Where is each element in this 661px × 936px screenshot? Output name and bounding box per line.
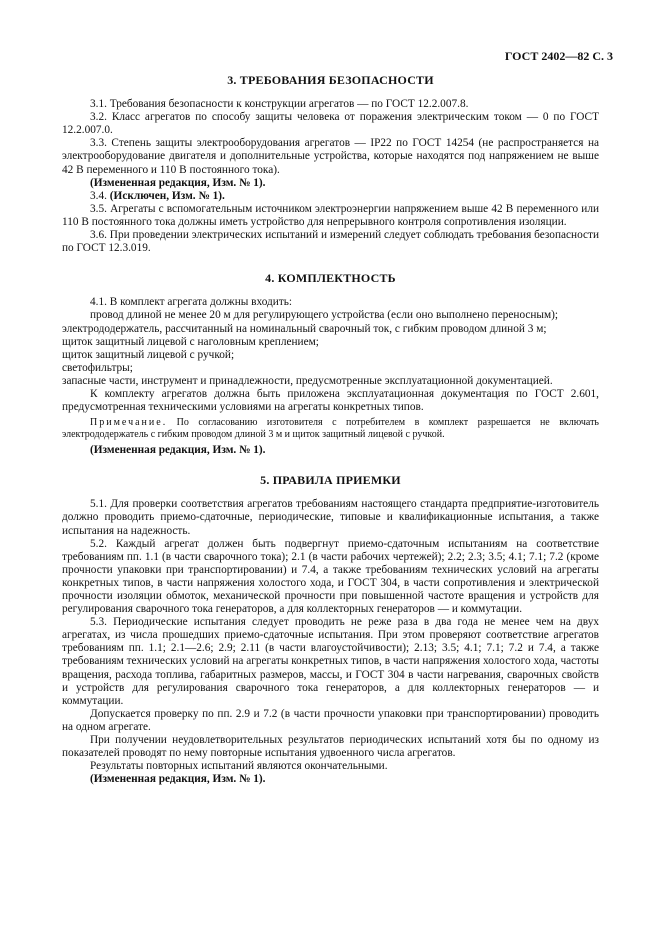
kit-item: провод длиной не менее 20 м для регулирующего устройства (если оно выполнено переносным); bbox=[90, 309, 559, 322]
clause-3-2: 3.2. Класс агрегатов по способу защиты человека от поражения электрическим током — 0 по ГОСТ 12.2.007.0. bbox=[62, 111, 599, 137]
kit-item: электрододержатель, рассчитанный на номинальный сварочный ток, с гибким проводом длиной 3 м; bbox=[62, 322, 547, 335]
clause-5-3-final: Результаты повторных испытаний являются окончательными. bbox=[90, 760, 388, 773]
clause-3-4-excluded: (Исключен, Изм. № 1). bbox=[109, 189, 225, 202]
section-4-title: 4. КОМПЛЕКТНОСТЬ bbox=[265, 271, 396, 286]
section-3-title: 3. ТРЕБОВАНИЯ БЕЗОПАСНОСТИ bbox=[227, 73, 434, 87]
amendment-note: (Измененная редакция, Изм. № 1). bbox=[90, 773, 266, 786]
amendment-note: (Измененная редакция, Изм. № 1). bbox=[90, 176, 266, 189]
clause-3-1: 3.1. Требования безопасности к конструкции агрегатов — по ГОСТ 12.2.007.8. bbox=[90, 98, 469, 111]
kit-item: светофильтры; bbox=[62, 361, 133, 374]
clause-4-1: 4.1. В комплект агрегата должны входить: bbox=[90, 296, 293, 309]
note-text: По согласованию изготовителя с потребителем в комплект разрешается не включать электрододержатель с гибким проводом длиной 3 м и щиток защитный лицевой с ручкой. bbox=[62, 417, 599, 441]
section-5-title: 5. ПРАВИЛА ПРИЕМКИ bbox=[260, 473, 401, 488]
clause-3-4-number: 3.4. bbox=[90, 189, 107, 202]
clause-5-2: 5.2. Каждый агрегат должен быть подвергнут приемо-сдаточным испытаниям на соответствие требованиям пп. 1.1 (в части сварочного тока); 2.1 (в части рабочих чертежей); 2.2; 2.3; 3.5; 4.1; 7.1; 7.2 (кроме прочности упаковки при транспортировании) и 7.4, а также требованиям технических условий на агрегаты конкретных типов, в части напряжения холостого хода, и ГОСТ 304, в части сопротивления и электрической прочности изоляции обмоток, механической прочности при повышенной частоте вращения и устройств для регулирования сварочного тока генераторов, а для коллекторных генераторов — и коммутации. bbox=[62, 537, 599, 616]
clause-5-3-allowance: Допускается проверку по пп. 2.9 и 7.2 (в части прочности упаковки при транспортировании) проводить на одном агрегате. bbox=[62, 707, 599, 733]
clause-5-3: 5.3. Периодические испытания следует проводить не реже раза в два года не менее чем на двух агрегатах, из числа прошедших приемо-сдаточные испытания. При этом проверяют соответствие агрегатов требованиям пп. 1.1; 2.1—2.6; 2.9; 2.11 (в части влагоустойчивости); 2.13; 3.5; 4.1; 7.1; 7.2 и 7.4, а также требованиям технических условий на агрегаты конкретных типов, в части напряжения холостого хода, частоты вращения, расхода топлива, габаритных размеров, массы, и ГОСТ 304 в части нагревания, сварочных свойств и устройств для регулирования сварочного тока генераторов, а для коллекторных генераторов — и коммутации. bbox=[62, 616, 599, 707]
note-label: Примечание. bbox=[90, 417, 168, 429]
page-header: ГОСТ 2402—82 С. 3 bbox=[504, 49, 613, 63]
clause-5-3-retest: При получении неудовлетворительных результатов периодических испытаний хотя бы по одному из показателей проводят по нему повторные испытания удвоенного числа агрегатов. bbox=[62, 734, 599, 760]
kit-item: щиток защитный лицевой с наголовным креплением; bbox=[62, 335, 319, 348]
clause-5-1: 5.1. Для проверки соответствия агрегатов требованиям настоящего стандарта предприятие-изготовитель должно проводить приемо-сдаточные, периодические, типовые и квалификационные испытания, а также испытания на надежность. bbox=[62, 498, 599, 537]
note bbox=[62, 417, 599, 441]
kit-item: запасные части, инструмент и принадлежности, предусмотренные эксплуатационной документацией. bbox=[62, 374, 553, 387]
page-content bbox=[62, 74, 599, 786]
clause-3-4 bbox=[62, 190, 599, 203]
clause-4-documentation: К комплекту агрегатов должна быть приложена эксплуатационная документация по ГОСТ 2.601, предусмотренная техническими условиями на агрегаты конкретных типов. bbox=[62, 387, 599, 414]
clause-3-5: 3.5. Агрегаты с вспомогательным источником электроэнергии напряжением выше 42 В переменного или 110 В постоянного тока должны иметь устройство для непрерывного контроля сопротивления изоляции. bbox=[62, 202, 599, 228]
clause-3-3: 3.3. Степень защиты электрооборудования агрегатов — IP22 по ГОСТ 14254 (не распространяется на электрооборудование двигателя и дополнительные устройства, которые находятся под напряжением не выше 42 В переменного и 110 В постоянного тока). bbox=[62, 137, 599, 176]
amendment-note: (Измененная редакция, Изм. № 1). bbox=[90, 444, 266, 457]
clause-3-6: 3.6. При проведении электрических испытаний и измерений следует соблюдать требования безопасности по ГОСТ 12.3.019. bbox=[62, 229, 599, 255]
kit-item: щиток защитный лицевой с ручкой; bbox=[62, 348, 235, 361]
